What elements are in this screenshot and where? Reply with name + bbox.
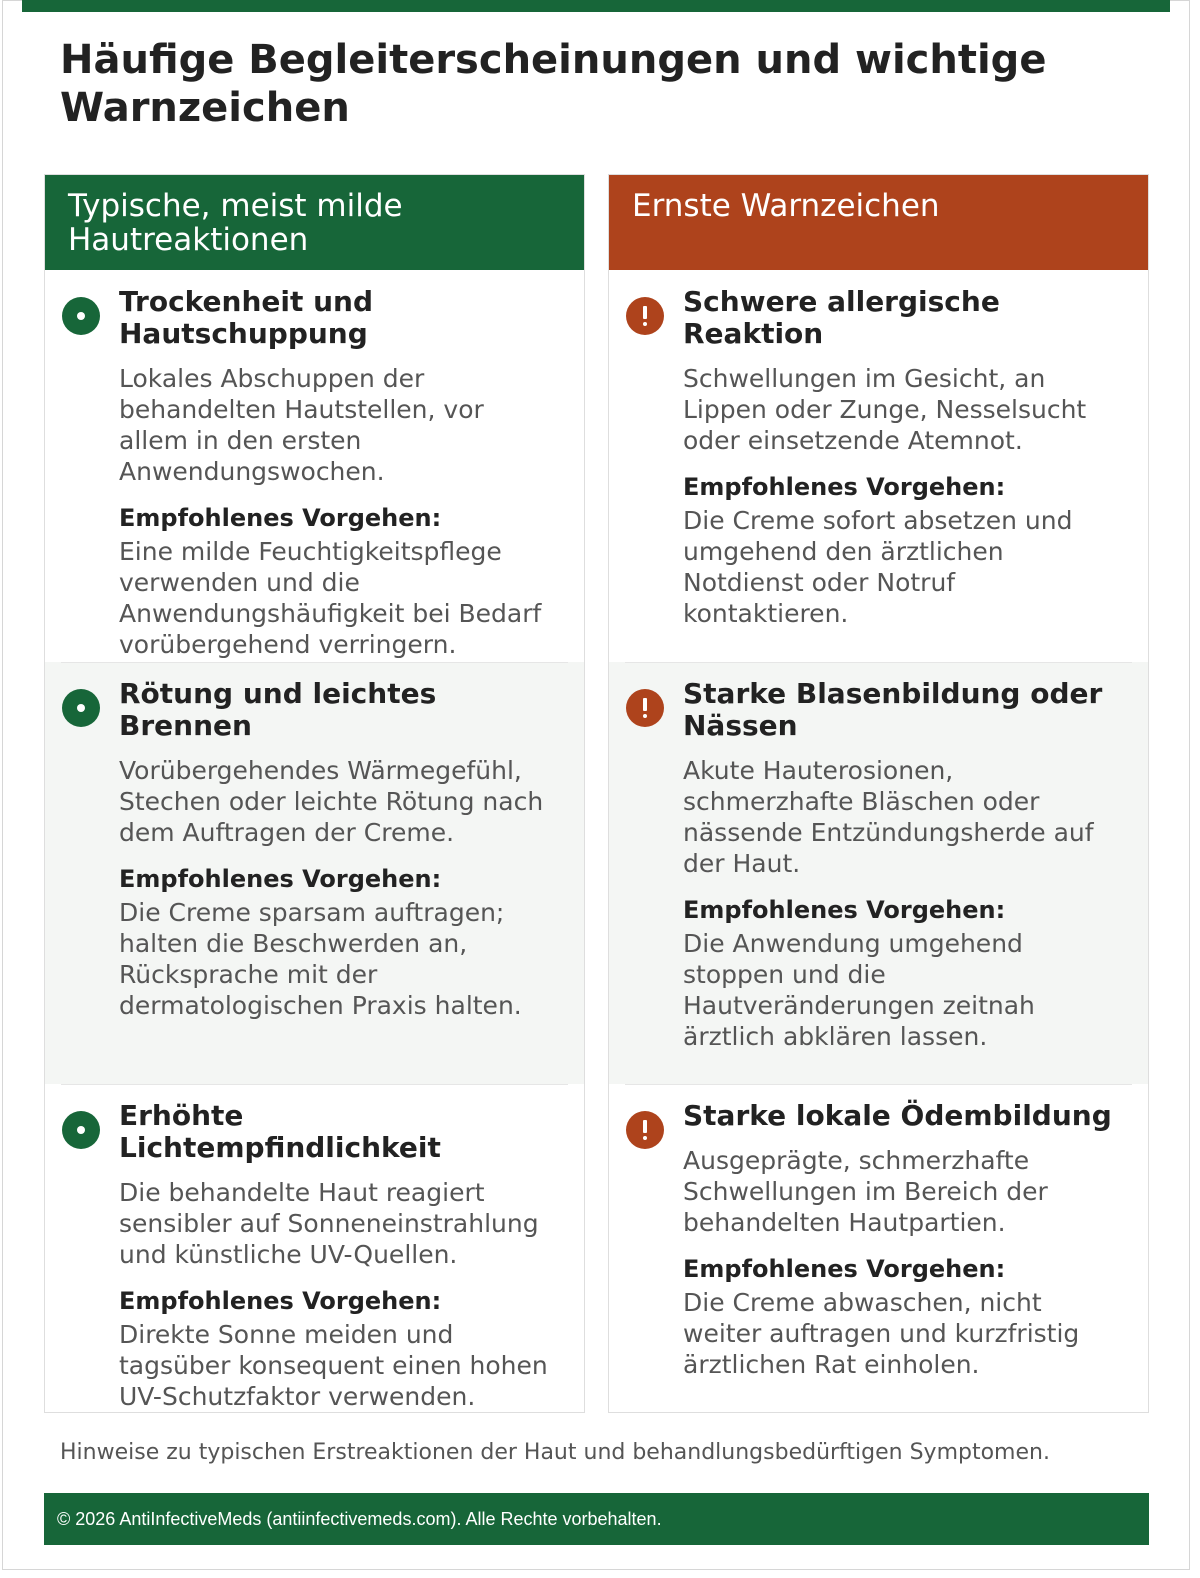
symptom-description: Lokales Abschuppen der behandelten Hautstellen, vor allem in den ersten Anwendungswochen. <box>119 364 484 486</box>
warning-card-edema <box>609 1084 1148 1412</box>
symptom-description: Vorübergehendes Wärmegefühl, Stechen oder leichte Rötung nach dem Auftragen der Creme. <box>119 756 544 847</box>
exclamation-circle-icon <box>626 689 664 727</box>
exclamation-circle-icon <box>626 297 664 335</box>
action-text: Die Creme abwaschen, nicht weiter auftragen und kurzfristig ärztlichen Rat einholen. <box>683 1288 1080 1379</box>
action-label: Empfohlenes Vorgehen: <box>119 1287 442 1315</box>
warning-title: Starke Blasenbildung oder Nässen <box>683 677 1103 742</box>
symptom-description: Die behandelte Haut reagiert sensibler auf Sonneneinstrahlung und künstliche UV-Quellen. <box>119 1178 539 1269</box>
mild-reactions-column <box>44 174 585 1413</box>
action-text: Die Creme sofort absetzen und umgehend den ärztlichen Notdienst oder Notruf kontaktieren. <box>683 506 1073 628</box>
action-text: Eine milde Feuchtigkeitspflege verwenden und die Anwendungshäufigkeit bei Bedarf vorübergehend verringern. <box>119 537 542 659</box>
dot-circle-icon <box>62 689 100 727</box>
action-label: Empfohlenes Vorgehen: <box>119 504 442 532</box>
action-text: Die Creme sparsam auftragen; halten die Beschwerden an, Rücksprache mit der dermatologischen Praxis halten. <box>119 898 522 1020</box>
symptom-card-photosensitivity <box>45 1084 584 1412</box>
dot-circle-icon <box>62 297 100 335</box>
warning-title: Schwere allergische Reaktion <box>683 285 1000 350</box>
action-label: Empfohlenes Vorgehen: <box>683 1255 1006 1283</box>
warning-card-blistering <box>609 662 1148 1084</box>
exclamation-circle-icon <box>626 1111 664 1149</box>
symptom-title: Trockenheit und Hautschuppung <box>119 285 374 350</box>
action-text: Die Anwendung umgehend stoppen und die Hautveränderungen zeitnah ärztlich abklären lassen. <box>683 929 1035 1051</box>
card-divider <box>625 662 1132 663</box>
warning-description: Akute Hauterosionen, schmerzhafte Bläschen oder nässende Entzündungsherde auf der Haut. <box>683 756 1094 878</box>
symptom-title: Rötung und leichtes Brennen <box>119 677 437 742</box>
symptom-card-redness <box>45 662 584 1084</box>
mild-reactions-header: Typische, meist milde Hautreaktionen <box>45 175 584 270</box>
warning-signs-header: Ernste Warnzeichen <box>609 175 1148 270</box>
caption-note: Hinweise zu typischen Erstreaktionen der Haut und behandlungsbedürftigen Symptomen. <box>60 1440 1050 1465</box>
action-label: Empfohlenes Vorgehen: <box>119 865 442 893</box>
action-text: Direkte Sonne meiden und tagsüber konsequent einen hohen UV-Schutzfaktor verwenden. <box>119 1320 548 1411</box>
dot-circle-icon <box>62 1111 100 1149</box>
action-label: Empfohlenes Vorgehen: <box>683 473 1006 501</box>
warning-description: Schwellungen im Gesicht, an Lippen oder Zunge, Nesselsucht oder einsetzende Atemnot. <box>683 364 1087 455</box>
top-accent-bar <box>22 0 1170 12</box>
page-title: Häufige Begleiterscheinungen und wichtige Warnzeichen <box>60 37 1047 131</box>
symptom-card-dryness <box>45 270 584 662</box>
card-divider <box>61 662 568 663</box>
copyright-footer: © 2026 AntiInfectiveMeds (antiinfectivemeds.com). Alle Rechte vorbehalten. <box>44 1493 1149 1545</box>
warning-card-allergic-reaction <box>609 270 1148 662</box>
symptom-title: Erhöhte Lichtempfindlichkeit <box>119 1099 441 1164</box>
card-divider <box>61 1084 568 1085</box>
warning-description: Ausgeprägte, schmerzhafte Schwellungen im Bereich der behandelten Hautpartien. <box>683 1146 1048 1237</box>
warning-title: Starke lokale Ödembildung <box>683 1099 1112 1132</box>
card-divider <box>625 1084 1132 1085</box>
warning-signs-column <box>608 174 1149 1413</box>
action-label: Empfohlenes Vorgehen: <box>683 896 1006 924</box>
